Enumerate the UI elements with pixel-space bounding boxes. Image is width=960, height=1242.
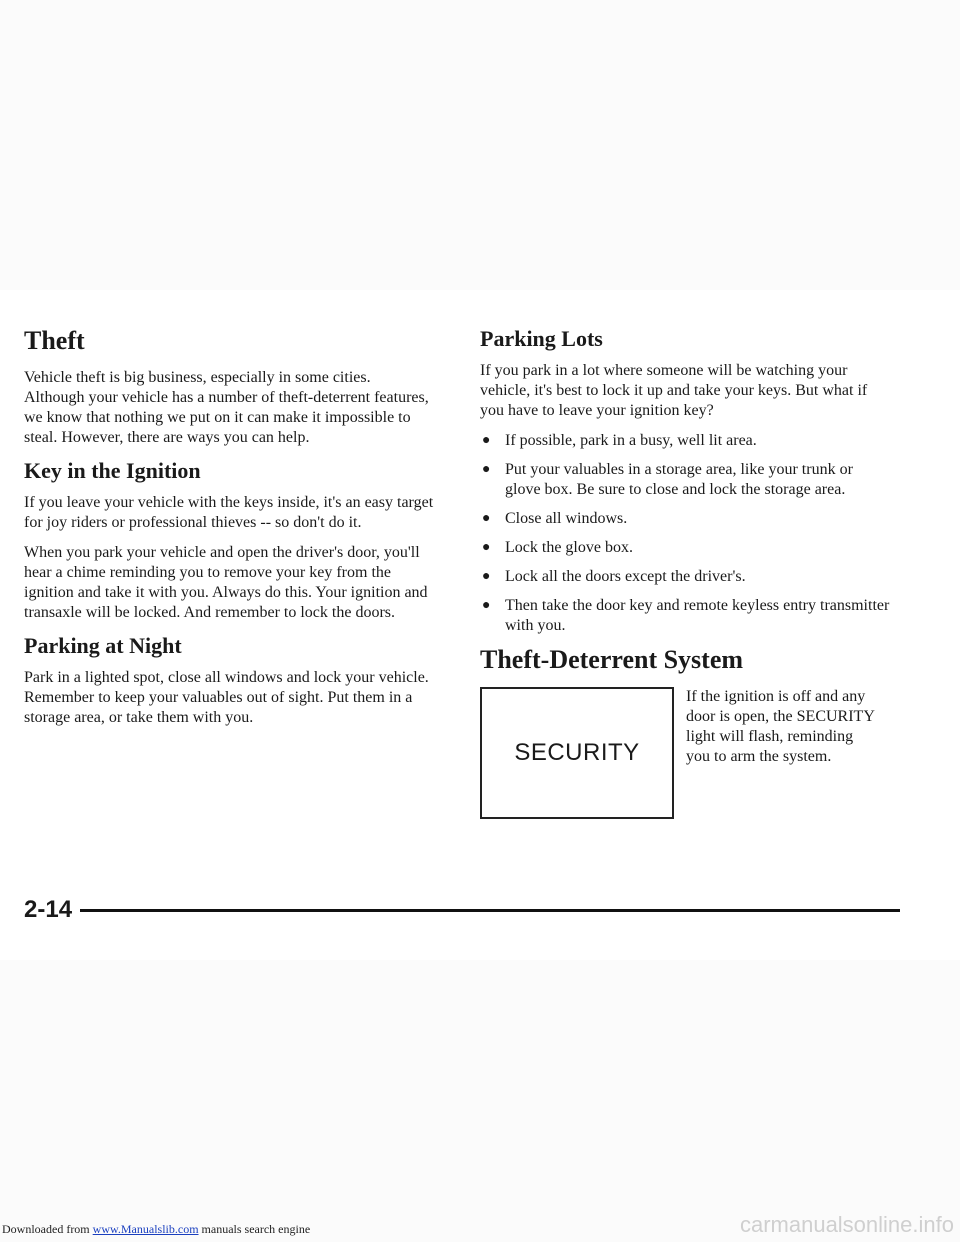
- list-item: ● Then take the door key and remote keyless entry transmitter with you.: [482, 597, 890, 635]
- heading-parking-at-night: Parking at Night: [24, 633, 182, 659]
- page-number: 2-14: [24, 896, 73, 923]
- bullet-dot-icon: ●: [482, 540, 491, 556]
- list-item: ● Put your valuables in a storage area, like your trunk or glove box. Be sure to close and lock the storage area.: [482, 461, 853, 499]
- section-key-in-ignition: [24, 458, 434, 623]
- bullet-dot-icon: ●: [482, 433, 491, 449]
- left-column: [24, 326, 434, 738]
- bullet-dot-icon: ●: [482, 511, 491, 527]
- key-paragraph-1: If you leave your vehicle with the keys inside, it's an easy target for joy riders or professional thieves -- so don't do it.: [24, 494, 434, 532]
- list-item: ● If possible, park in a busy, well lit area.: [482, 432, 757, 450]
- parking-lots-intro: If you park in a lot where someone will be watching your vehicle, it's best to lock it up and take your keys. But what if you have to leave your ignition key?: [480, 362, 868, 420]
- scan-margin-bottom: [0, 960, 960, 1242]
- parking-lots-list: [480, 431, 890, 636]
- heading-parking-lots: Parking Lots: [480, 326, 603, 351]
- heading-theft: Theft: [24, 326, 85, 355]
- bullet-dot-icon: ●: [482, 569, 491, 585]
- heading-theft-deterrent: Theft-Deterrent System: [480, 645, 744, 675]
- scan-margin-top: [0, 0, 960, 290]
- section-theft: [24, 326, 434, 448]
- theft-paragraph: Vehicle theft is big business, especially in some cities. Although your vehicle has a number of theft-deterrent features, we know that nothing we put on it can make it impossible to steal. However, there are ways you can help.: [24, 368, 429, 446]
- list-item: ● Lock all the doors except the driver's.: [482, 568, 746, 586]
- security-indicator-light: [480, 687, 674, 819]
- section-theft-deterrent: [480, 645, 890, 819]
- parking-night-paragraph: Park in a lighted spot, close all windows and lock your vehicle. Remember to keep your valuables out of sight. Put them in a storage area, or take them with you.: [24, 669, 429, 727]
- site-watermark: carmanualsonline.info: [739, 1212, 954, 1237]
- footer-rule: [80, 909, 900, 912]
- right-column: [480, 326, 890, 823]
- download-watermark: Downloaded from www.Manualslib.com manuals search engine: [2, 1222, 311, 1236]
- bullet-dot-icon: ●: [482, 462, 491, 478]
- section-parking-at-night: [24, 633, 434, 728]
- security-indicator-label: SECURITY: [514, 739, 640, 767]
- theft-deterrent-paragraph: If the ignition is off and any door is open, the SECURITY light will flash, reminding you to arm the system.: [686, 688, 875, 766]
- key-paragraph-2: When you park your vehicle and open the driver's door, you'll hear a chime reminding you to remove your key from the ignition and take it with you. Always do this. Your ignition and transaxle will be locked. And remember to lock the doors.: [24, 544, 428, 622]
- security-row: [480, 687, 890, 819]
- bullet-dot-icon: ●: [482, 598, 491, 614]
- section-parking-lots: [480, 326, 890, 636]
- list-item: ● Close all windows.: [482, 510, 628, 528]
- manualslib-link[interactable]: www.Manualslib.com: [92, 1222, 199, 1236]
- list-item: ● Lock the glove box.: [482, 539, 633, 557]
- heading-key-in-ignition: Key in the Ignition: [24, 457, 201, 483]
